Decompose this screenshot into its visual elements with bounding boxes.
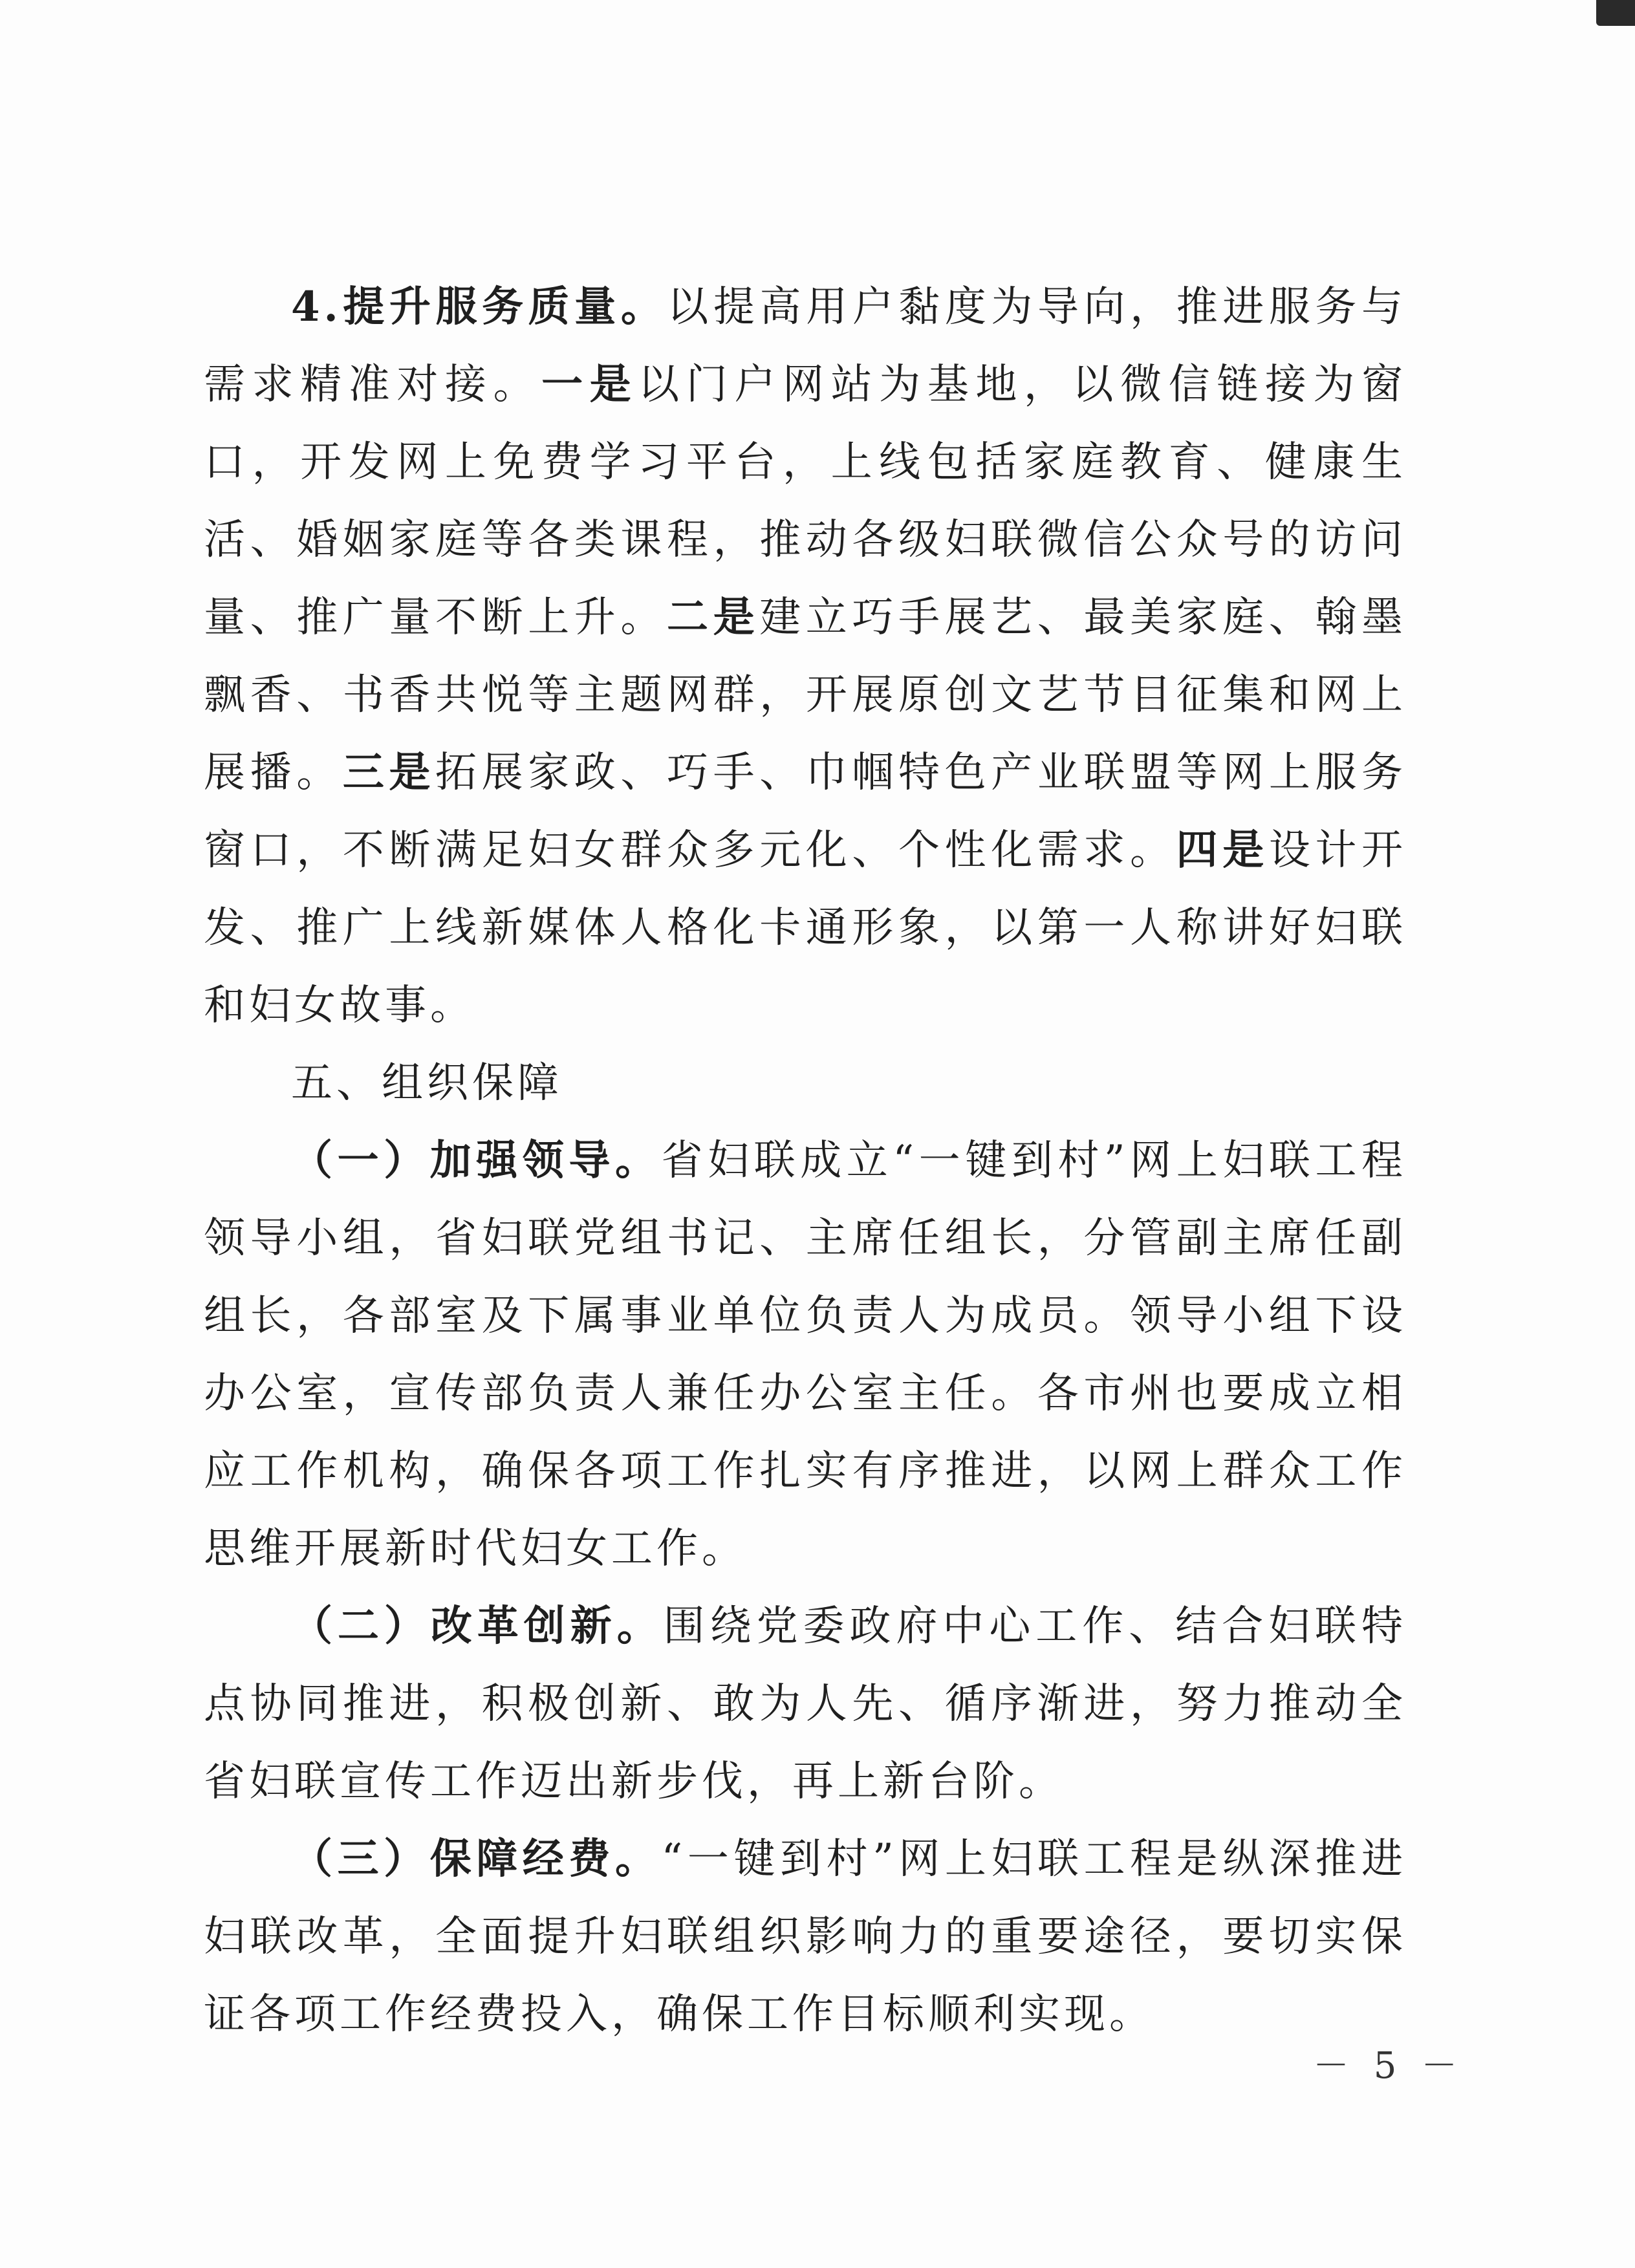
text-run: 建立巧手展艺、最美家庭、翰墨飘香、书香共悦等主题网群，开展原创文艺节目征集和网上展播。	[204, 594, 1407, 797]
para-funding	[204, 1820, 1407, 2053]
text-run: 围绕党委政府中心工作、结合妇联特点协同推进，积极创新、敢为人先、循序渐进，努力推动全省妇联宣传工作迈出新步伐，再上新台阶。	[204, 1603, 1407, 1806]
bold-run: 二是	[667, 593, 760, 642]
section-heading-organization	[204, 1044, 1407, 1122]
text-run: 五、组织保障	[291, 1059, 563, 1107]
page-number: － 5 －	[1313, 2045, 1464, 2087]
bold-run: 一是	[541, 360, 638, 409]
bold-run: 四是	[1176, 826, 1269, 874]
bold-run: （二）改革创新。	[291, 1602, 664, 1650]
para-service-quality	[204, 268, 1407, 1044]
text-run: 设计开发、推广上线新媒体人格化卡通形象，以第一人称讲好妇联和妇女故事。	[204, 826, 1407, 1030]
bold-run: （三）保障经费。	[291, 1835, 662, 1883]
scan-edge-mark	[1596, 0, 1635, 26]
text-run: 以提高用户黏度为导向，推进服务与需求精准对接。	[204, 283, 1407, 409]
document-body	[204, 268, 1407, 2053]
text-run: 以门户网站为基地，以微信链接为窗口，开发网上免费学习平台，上线包括家庭教育、健康生活、婚姻家庭等各类课程，推动各级妇联微信公众号的访问量、推广量不断上升。	[204, 361, 1407, 642]
text-run: 拓展家政、巧手、巾帼特色产业联盟等网上服务窗口，不断满足妇女群众多元化、个性化需求。	[204, 749, 1407, 874]
bold-run: 三是	[342, 748, 436, 797]
bold-run: （一）加强领导。	[291, 1136, 662, 1185]
bold-run: 4.提升服务质量。	[291, 283, 667, 331]
text-run: 省妇联成立“一键到村”网上妇联工程领导小组，省妇联党组书记、主席任组长，分管副主席任副组长，各部室及下属事业单位负责人为成员。领导小组下设办公室，宣传部负责人兼任办公室主任。各市州也要成立相应工作机构，确保各项工作扎实有序推进，以网上群众工作思维开展新时代妇女工作。	[204, 1137, 1407, 1573]
para-leadership	[204, 1122, 1407, 1588]
text-run: “一键到村”网上妇联工程是纵深推进妇联改革，全面提升妇联组织影响力的重要途径，要切实保证各项工作经费投入，确保工作目标顺利实现。	[204, 1835, 1407, 2038]
para-reform	[204, 1588, 1407, 1820]
